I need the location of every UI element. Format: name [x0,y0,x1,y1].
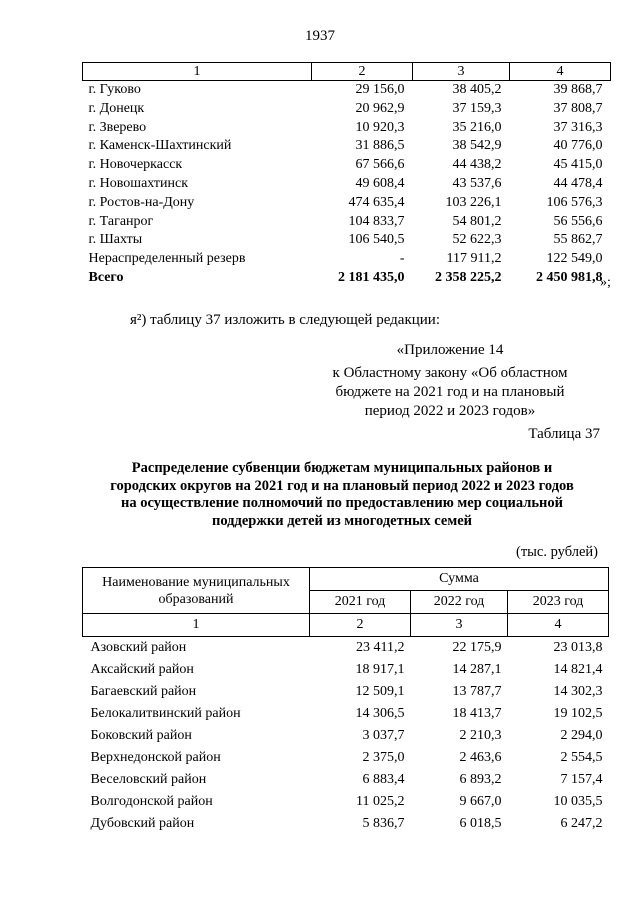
value-2021: 18 917,1 [355,662,405,677]
row-name: г. Таганрог [88,213,154,229]
year-2022-header: 2022 год [411,591,508,614]
value-2023: 40 776,0 [553,138,603,154]
title-line: на осуществление полномочий по предоставлению мер социальной [121,495,563,511]
table-row [83,725,609,747]
row-name: Боковский район [90,728,192,743]
header-name-line: Наименование муниципальных [102,574,290,590]
value-2022: 52 622,3 [452,232,502,248]
value-2022: 103 226,1 [445,194,502,210]
col-number-4: 4 [508,614,609,637]
value-2021: 10 920,3 [355,119,405,135]
table-37 [82,567,609,835]
table-row [83,156,611,175]
annex-line: к Областному закону «Об областном [332,365,568,381]
value-2022: 38 405,2 [452,82,502,97]
annex-line: бюджете на 2021 год и на плановый [335,384,565,400]
value-2023: 6 247,2 [560,816,603,831]
table-row [83,813,609,835]
table-row [83,175,611,194]
row-name: Аксайский район [90,662,194,677]
row-name: г. Донецк [88,100,145,116]
year-2021-header: 2021 год [310,591,411,614]
value-2022: 37 159,3 [452,100,502,116]
value-2023: 55 862,7 [553,232,603,248]
title-line: поддержки детей из многодетных семей [211,512,473,529]
value-2021: 106 540,5 [348,232,405,248]
annex-reference [300,364,600,421]
value-2022: 54 801,2 [452,213,502,229]
value-2021: 11 025,2 [356,794,405,809]
table-row [83,137,611,156]
table-row [83,100,611,119]
total-2022: 2 358 225,2 [435,269,502,285]
page-number: 1937 [305,28,335,44]
units-label: (тыс. рублей) [516,544,598,560]
value-2023: 14 821,4 [553,662,603,677]
value-2021: 14 306,5 [355,706,405,721]
value-2021: 12 509,1 [355,684,405,699]
value-2021: 49 608,4 [355,175,405,191]
col-number-3: 3 [411,614,508,637]
value-2021: - [399,251,405,267]
col-header-2: 2 [312,63,413,81]
table-row [83,747,609,769]
header-name-cell [83,568,310,614]
value-2022: 9 667,0 [459,794,502,809]
header-row-sum [83,568,609,591]
title-line: Распределение субвенции бюджетам муниципальных районов и [131,460,553,476]
value-2021: 6 883,4 [362,772,405,787]
row-name: Азовский район [90,640,187,655]
value-2023: 7 157,4 [560,772,603,787]
table-row [83,769,609,791]
value-2023: 122 549,0 [546,251,603,267]
value-2022: 13 787,7 [452,684,502,699]
value-2021: 20 962,9 [355,100,405,116]
table-row [83,250,611,269]
row-name: Веселовский район [90,772,207,787]
table-36-continuation [82,62,611,288]
annex-title: «Приложение 14 [396,342,504,358]
row-name: Верхнедонской район [90,750,221,765]
col-header-1: 1 [83,63,312,81]
value-2021: 31 886,5 [355,138,405,154]
column-number-row [83,614,609,637]
row-name: г. Гуково [88,82,141,97]
row-name: Волгодонской район [90,794,213,809]
row-name: Дубовский район [90,816,195,831]
table-row [83,681,609,703]
value-2023: 2 294,0 [560,728,603,743]
table-row [83,659,609,681]
value-2021: 29 156,0 [355,82,405,97]
row-name: Нераспределенный резерв [88,251,246,267]
row-name: г. Ростов-на-Дону [88,194,195,210]
value-2023: 37 316,3 [553,119,603,135]
table-row [83,81,611,100]
value-2023: 106 576,3 [546,194,603,210]
total-2021: 2 181 435,0 [338,269,405,285]
value-2021: 2 375,0 [362,750,405,765]
row-name: г. Новошахтинск [88,175,189,191]
value-2023: 44 478,4 [553,175,603,191]
table-row [83,637,609,660]
table-row [83,119,611,138]
value-2021: 23 411,2 [356,640,405,655]
value-2022: 18 413,7 [452,706,502,721]
total-2023: 2 450 981,8 [536,269,603,285]
value-2022: 44 438,2 [452,157,502,173]
col-number-2: 2 [310,614,411,637]
value-2021: 3 037,7 [362,728,405,743]
value-2023: 56 556,6 [553,213,603,229]
value-2023: 23 013,8 [553,640,603,655]
value-2022: 6 893,2 [459,772,502,787]
col-number-1: 1 [83,614,310,637]
value-2021: 67 566,6 [355,157,405,173]
row-name: г. Новочеркасск [88,157,183,173]
row-name: Белокалитвинский район [90,706,241,721]
value-2023: 19 102,5 [553,706,603,721]
col-header-3: 3 [413,63,510,81]
table-header-row [83,63,611,81]
value-2022: 38 542,9 [452,138,502,154]
value-2023: 39 868,7 [553,82,603,97]
value-2022: 6 018,5 [459,816,502,831]
value-2023: 2 554,5 [560,750,603,765]
value-2023: 14 302,3 [553,684,603,699]
value-2021: 104 833,7 [348,213,405,229]
annex-line: период 2022 и 2023 годов» [364,403,536,419]
title-line: городских округов на 2021 год и на плановый период 2022 и 2023 годов [110,477,574,494]
row-name: г. Каменск-Шахтинский [88,138,232,154]
value-2022: 117 911,2 [446,251,502,267]
table-row [83,703,609,725]
row-name: г. Шахты [88,232,143,248]
value-2022: 2 463,6 [459,750,502,765]
total-row [83,269,611,288]
total-label: Всего [88,269,124,285]
row-name: г. Зверево [88,119,147,135]
amendment-paragraph: я²) таблицу 37 изложить в следующей редакции: [130,312,440,328]
header-name-line: образований [158,591,234,607]
value-2021: 5 836,7 [362,816,405,831]
col-header-4: 4 [510,63,611,81]
table-row [83,213,611,232]
value-2021: 474 635,4 [348,194,405,210]
closing-quote: »; [600,275,611,290]
value-2023: 10 035,5 [553,794,603,809]
value-2022: 2 210,3 [459,728,502,743]
value-2022: 22 175,9 [452,640,502,655]
value-2023: 37 808,7 [553,100,603,116]
value-2022: 43 537,6 [452,175,502,191]
table-label: Таблица 37 [528,426,600,442]
row-name: Багаевский район [90,684,197,699]
table-title [82,460,602,530]
table-row [83,194,611,213]
value-2022: 14 287,1 [452,662,502,677]
table-row [83,791,609,813]
year-2023-header: 2023 год [508,591,609,614]
header-sum: Сумма [310,568,609,591]
value-2022: 35 216,0 [452,119,502,135]
table-row [83,231,611,250]
value-2023: 45 415,0 [553,157,603,173]
